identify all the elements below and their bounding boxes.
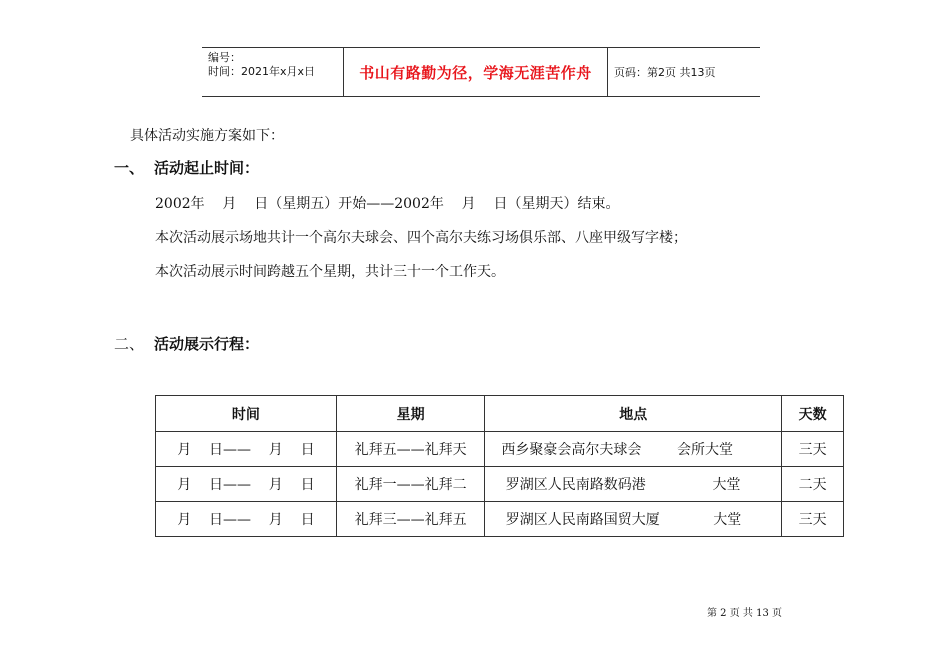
table-row [156, 432, 844, 467]
section1-title: 活动起止时间： [154, 159, 260, 177]
row-time: 月 日—— 月 日 [156, 432, 337, 467]
table-row [156, 502, 844, 537]
section1-heading [114, 158, 259, 178]
header-number: 编号： [208, 51, 241, 64]
section2-heading [114, 334, 259, 354]
header-time: 时间：2021年x月x日 [208, 65, 316, 78]
row-days: 三天 [782, 432, 844, 467]
row-days: 二天 [782, 467, 844, 502]
header-days-col: 天数 [782, 396, 844, 432]
section2-number: 二、 [114, 335, 145, 353]
row-place: 西乡聚豪会高尔夫球会 会所大堂 [485, 432, 782, 467]
page-header [202, 47, 760, 97]
row-days: 三天 [782, 502, 844, 537]
table-row [156, 467, 844, 502]
header-week-col: 星期 [336, 396, 485, 432]
schedule-table [155, 395, 844, 537]
intro-text: 具体活动实施方案如下： [130, 128, 284, 144]
page-footer: 第 2 页 共 13 页 [707, 608, 782, 619]
table-header-row [156, 396, 844, 432]
section1-number: 一、 [114, 159, 145, 177]
row-time: 月 日—— 月 日 [156, 502, 337, 537]
section1-line-3: 本次活动展示时间跨越五个星期，共计三十一个工作天。 [155, 264, 505, 280]
section1-line-1: 2002年 月 日（星期五）开始——2002年 月 日（星期天）结束。 [155, 196, 620, 212]
header-motto: 书山有路勤为径，学海无涯苦作舟 [344, 48, 608, 96]
header-time-col: 时间 [156, 396, 337, 432]
row-week: 礼拜一——礼拜二 [336, 467, 485, 502]
row-place: 罗湖区人民南路国贸大厦 大堂 [485, 502, 782, 537]
row-time: 月 日—— 月 日 [156, 467, 337, 502]
section2-title: 活动展示行程： [154, 335, 260, 353]
row-week: 礼拜五——礼拜天 [336, 432, 485, 467]
header-page: 页码：第2页 共13页 [614, 66, 716, 79]
row-place: 罗湖区人民南路数码港 大堂 [485, 467, 782, 502]
row-week: 礼拜三——礼拜五 [336, 502, 485, 537]
header-place-col: 地点 [485, 396, 782, 432]
section1-line-2: 本次活动展示场地共计一个高尔夫球会、四个高尔夫练习场俱乐部、八座甲级写字楼； [155, 230, 687, 246]
header-meta [202, 48, 344, 96]
